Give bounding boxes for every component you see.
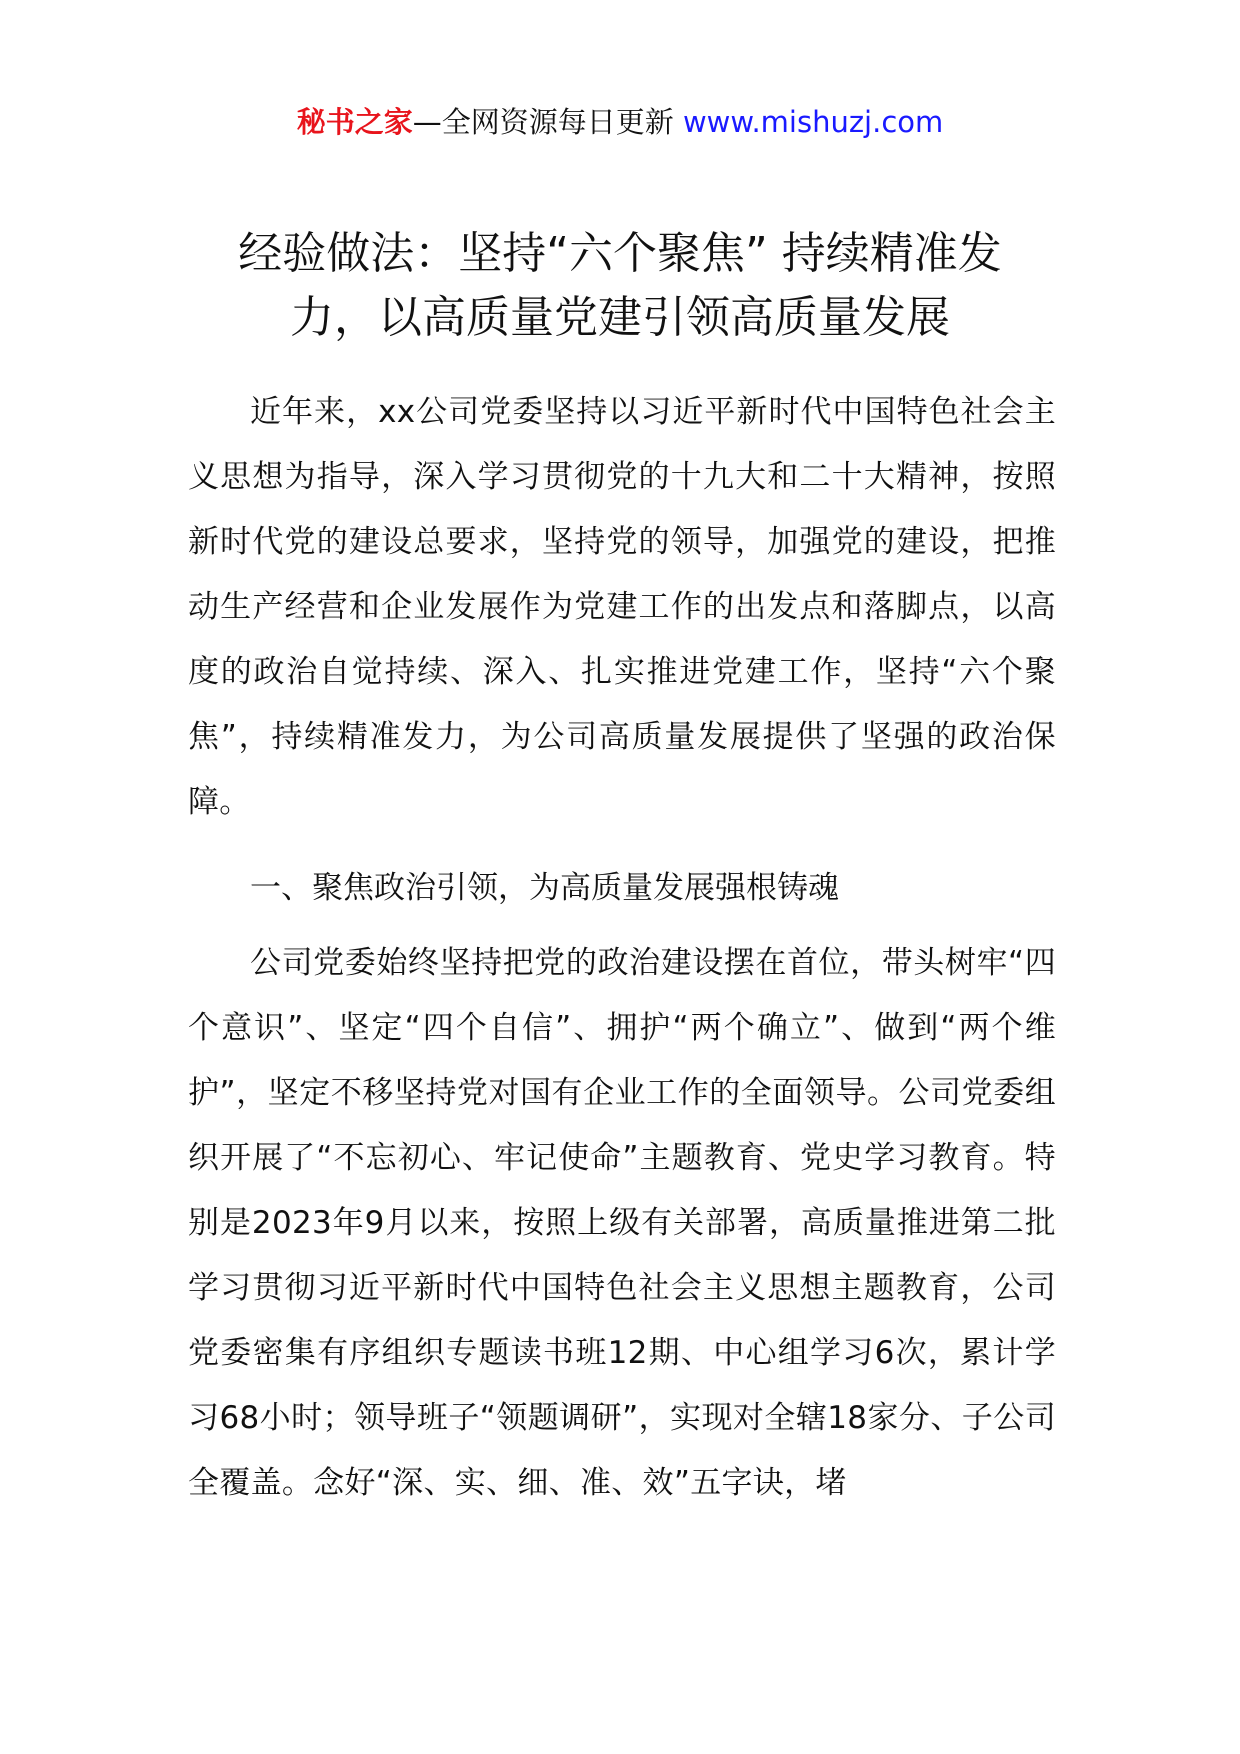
title-line-2: 力，以高质量党建引领高质量发展 — [290, 292, 950, 343]
title-line-1: 经验做法：坚持“六个聚焦” 持续精准发 — [238, 228, 1002, 279]
brand-name: 秘书之家 — [296, 105, 413, 139]
site-header — [0, 102, 1240, 142]
document-title — [188, 222, 1052, 350]
section-1-paragraph: 公司党委始终坚持把党的政治建设摆在首位，带头树牢“四个意识”、坚定“四个自信”、拥护“两个确立”、做到“两个维护”，坚定不移坚持党对国有企业工作的全面领导。公司党委组织开展了“不忘初心、牢记使命”主题教育、党史学习教育。特别是2023年9月以来，按照上级有关部署，高质量推进第二批学习贯彻习近平新时代中国特色社会主义思想主题教育，公司党委密集有序组织专题读书班12期、中心组学习6次，累计学习68小时；领导班子“领题调研”，实现对全辖18家分、子公司全覆盖。念好“深、实、细、准、效”五字诀，堵 — [188, 945, 1056, 1501]
intro-paragraph: 近年来，xx公司党委坚持以习近平新时代中国特色社会主义思想为指导，深入学习贯彻党的十九大和二十大精神，按照新时代党的建设总要求，坚持党的领导，加强党的建设，把推动生产经营和企业发展作为党建工作的出发点和落脚点，以高度的政治自觉持续、深入、扎实推进党建工作，坚持“六个聚焦”，持续精准发力，为公司高质量发展提供了坚强的政治保障。 — [188, 394, 1056, 820]
site-url-link[interactable]: www.mishuzj.com — [682, 105, 944, 139]
section-1-heading: 一、聚焦政治引领，为高质量发展强根铸魂 — [250, 870, 839, 906]
header-tagline: —全网资源每日更新 — [412, 105, 683, 139]
